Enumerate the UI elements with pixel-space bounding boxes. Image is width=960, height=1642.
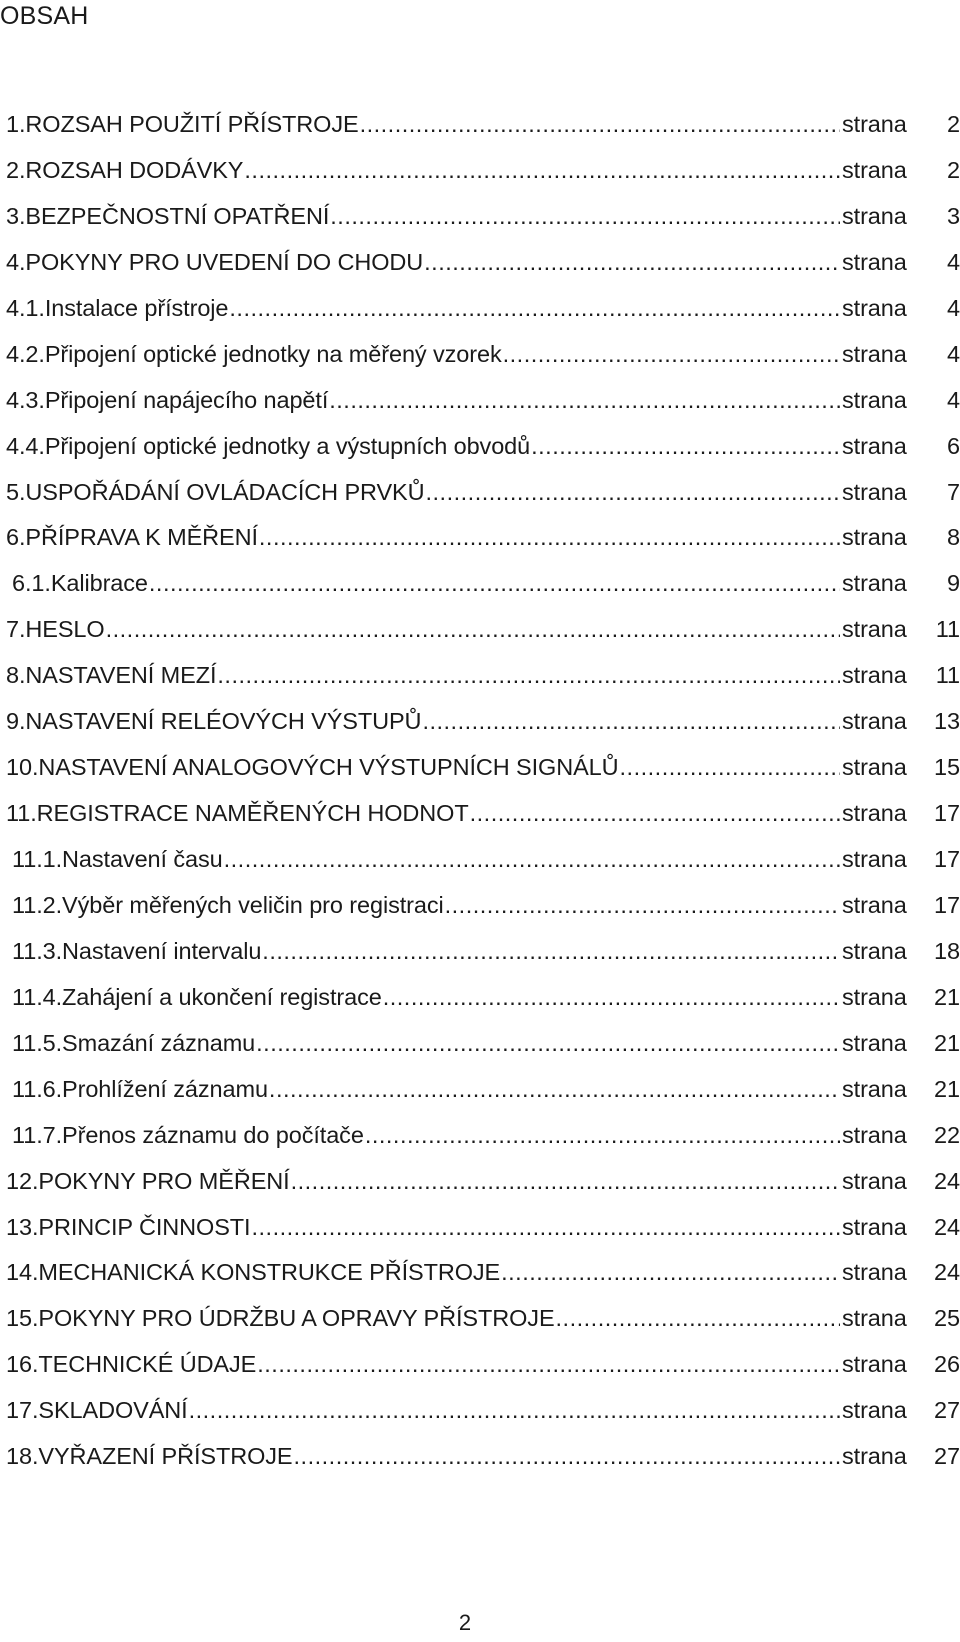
- toc-dot-leader: [106, 616, 840, 643]
- toc-entry-number: 4.: [6, 248, 26, 275]
- toc-page-number: 21: [934, 983, 960, 1010]
- toc-entry[interactable]: [6, 479, 960, 525]
- toc-entry-number: 15.: [6, 1305, 39, 1332]
- toc-dot-leader: [259, 524, 840, 551]
- toc-entry[interactable]: [6, 157, 960, 203]
- toc-page-label: strana: [842, 754, 907, 781]
- toc-entry[interactable]: [6, 616, 960, 662]
- toc-entry-title: Nastavení intervalu: [62, 937, 262, 964]
- toc-page-number: 11: [935, 616, 960, 643]
- toc-page-number: 24: [934, 1259, 960, 1286]
- toc-entry-number: 6.1.: [12, 570, 51, 597]
- toc-page-number: 13: [934, 708, 960, 735]
- toc-entry-title: BEZPEČNOSTNÍ OPATŘENÍ: [25, 202, 330, 229]
- toc-entry[interactable]: [6, 1122, 960, 1168]
- toc-entry-number: 1.: [6, 111, 26, 137]
- toc-entry[interactable]: [6, 984, 960, 1030]
- toc-page-label: strana: [842, 983, 907, 1010]
- toc-entry[interactable]: [6, 754, 960, 800]
- toc-entry-title: POKYNY PRO UVEDENÍ DO CHODU: [25, 248, 424, 275]
- toc-entry-title: HESLO: [25, 616, 105, 643]
- toc-entry-title: POKYNY PRO ÚDRŽBU A OPRAVY PŘÍSTROJE: [38, 1305, 555, 1332]
- toc-entry-title: Zahájení a ukončení registrace: [62, 983, 382, 1010]
- toc-dot-leader: [256, 1030, 840, 1057]
- toc-page-label: strana: [842, 570, 907, 597]
- toc-entry[interactable]: [6, 295, 960, 341]
- toc-page-number: 7: [947, 478, 960, 505]
- toc-dot-leader: [501, 1259, 840, 1286]
- toc-entry-number: 14.: [6, 1259, 39, 1286]
- toc-page-number: 27: [934, 1397, 960, 1424]
- toc-entry[interactable]: [6, 938, 960, 984]
- toc-entry-title: SKLADOVÁNÍ: [38, 1397, 188, 1424]
- toc-entry-number: 8.: [6, 662, 26, 689]
- toc-page-number: 4: [947, 248, 960, 275]
- toc-entry[interactable]: [6, 662, 960, 708]
- toc-dot-leader: [269, 1076, 840, 1103]
- toc-page-label: strana: [842, 202, 907, 229]
- toc-page-label: strana: [842, 662, 907, 689]
- toc-page-label: strana: [842, 340, 907, 367]
- toc-entry-title: ROZSAH DODÁVKY: [25, 156, 244, 183]
- toc-entry-title: POKYNY PRO MĚŘENÍ: [38, 1167, 290, 1194]
- toc-entry-number: 11.1.: [12, 846, 63, 872]
- toc-page-label: strana: [842, 524, 907, 551]
- toc-dot-leader: [189, 1397, 840, 1424]
- page-number: 2: [458, 1610, 472, 1635]
- toc-dot-leader: [424, 249, 840, 276]
- toc-entry[interactable]: [6, 892, 960, 938]
- toc-entry-number: 11.4.: [12, 983, 63, 1010]
- toc-dot-leader: [291, 1168, 840, 1195]
- toc-page-number: 4: [947, 340, 960, 367]
- toc-entry-number: 4.2.: [6, 340, 45, 367]
- toc-entry-number: 6.: [6, 524, 26, 551]
- toc-page-number: 22: [934, 1121, 960, 1148]
- toc-dot-leader: [262, 938, 840, 965]
- toc-page-label: strana: [842, 111, 907, 137]
- toc-dot-leader: [360, 111, 840, 138]
- toc-page-number: 18: [934, 937, 960, 964]
- toc-page-number: 25: [934, 1305, 960, 1332]
- toc-entry-number: 4.3.: [6, 386, 45, 413]
- toc-entry-title: VYŘAZENÍ PŘÍSTROJE: [38, 1443, 293, 1470]
- toc-dot-leader: [244, 157, 840, 184]
- toc-entry-title: PŘÍPRAVA K MĚŘENÍ: [25, 524, 258, 551]
- toc-dot-leader: [425, 479, 840, 506]
- toc-entry[interactable]: [6, 1305, 960, 1351]
- toc-dot-leader: [149, 570, 840, 597]
- toc-page-number: 21: [934, 1029, 960, 1056]
- toc-page-number: 9: [947, 570, 960, 597]
- toc-dot-leader: [422, 708, 840, 735]
- toc-entry[interactable]: [6, 1214, 960, 1260]
- toc-entry-title: Prohlížení záznamu: [62, 1075, 268, 1102]
- toc-entry-number: 17.: [6, 1397, 39, 1424]
- toc-entry-title: NASTAVENÍ MEZÍ: [25, 662, 217, 689]
- toc-dot-leader: [503, 341, 840, 368]
- toc-page-number: 6: [947, 432, 960, 459]
- toc-page-number: 17: [934, 891, 960, 918]
- toc-page-label: strana: [842, 1167, 907, 1194]
- toc-page-number: 4: [947, 386, 960, 413]
- toc-page-number: 26: [934, 1351, 960, 1378]
- toc-entry-title: ROZSAH POUŽITÍ PŘÍSTROJE: [25, 111, 359, 137]
- toc-entry[interactable]: [6, 1030, 960, 1076]
- toc-page-label: strana: [842, 478, 907, 505]
- toc-page-label: strana: [842, 1259, 907, 1286]
- toc-entry-title: Připojení napájecího napětí: [44, 386, 329, 413]
- toc-page-label: strana: [842, 1305, 907, 1332]
- toc-page-label: strana: [842, 1351, 907, 1378]
- toc-entry-number: 13.: [6, 1213, 39, 1240]
- toc-entry-title: REGISTRACE NAMĚŘENÝCH HODNOT: [36, 800, 469, 827]
- toc-entry-number: 11.5.: [12, 1029, 63, 1056]
- toc-entry-title: MECHANICKÁ KONSTRUKCE PŘÍSTROJE: [38, 1259, 501, 1286]
- toc-entry-title: NASTAVENÍ RELÉOVÝCH VÝSTUPŮ: [25, 708, 422, 735]
- toc-entry[interactable]: [6, 1168, 960, 1214]
- toc-page-number: 27: [934, 1443, 960, 1470]
- toc-page-label: strana: [842, 432, 907, 459]
- toc-page-number: 8: [947, 524, 960, 551]
- toc-entry[interactable]: [6, 387, 960, 433]
- toc-page-number: 24: [934, 1167, 960, 1194]
- toc-page-number: 3: [947, 202, 960, 229]
- toc-dot-leader: [556, 1305, 840, 1332]
- toc-entry[interactable]: [6, 524, 960, 570]
- toc-entry-title: Nastavení času: [62, 846, 223, 872]
- toc-entry-number: 11.: [6, 800, 37, 827]
- toc-entry-title: USPOŘÁDÁNÍ OVLÁDACÍCH PRVKŮ: [25, 478, 425, 505]
- page-title: OBSAH: [0, 2, 89, 30]
- toc-entry-title: PRINCIP ČINNOSTI: [38, 1213, 251, 1240]
- toc-entry-number: 16.: [6, 1351, 39, 1378]
- toc-page-number: 2: [947, 111, 960, 137]
- toc-dot-leader: [383, 984, 840, 1011]
- toc-entry-number: 18.: [6, 1443, 39, 1470]
- toc-page-number: 11: [935, 662, 960, 689]
- toc-entry[interactable]: [6, 846, 960, 892]
- toc-entry-number: 5.: [6, 478, 26, 505]
- toc-entry-number: 7.: [6, 616, 26, 643]
- toc-page-label: strana: [842, 891, 907, 918]
- toc-entry[interactable]: [6, 708, 960, 754]
- toc-entry-title: NASTAVENÍ ANALOGOVÝCH VÝSTUPNÍCH SIGNÁLŮ: [38, 754, 619, 781]
- toc-page-label: strana: [842, 616, 907, 643]
- toc-dot-leader: [445, 892, 840, 919]
- toc-entry-title: Připojení optické jednotky na měřený vzorek: [44, 340, 502, 367]
- toc-dot-leader: [365, 1122, 840, 1149]
- toc-entry[interactable]: [6, 1259, 960, 1305]
- toc-page-label: strana: [842, 708, 907, 735]
- toc-dot-leader: [229, 295, 840, 322]
- toc-entry[interactable]: [6, 800, 960, 846]
- toc-entry-title: Přenos záznamu do počítače: [62, 1121, 364, 1148]
- toc-entry-number: 11.7.: [12, 1121, 63, 1148]
- toc-dot-leader: [329, 387, 840, 414]
- toc-page-label: strana: [842, 937, 907, 964]
- toc-entry[interactable]: [6, 341, 960, 387]
- toc-entry-number: 11.6.: [12, 1075, 63, 1102]
- toc-entry-number: 4.1.: [6, 294, 45, 321]
- toc-dot-leader: [257, 1351, 840, 1378]
- toc-entry-title: Výběr měřených veličin pro registraci: [62, 891, 444, 918]
- toc-entry[interactable]: [6, 249, 960, 295]
- toc-dot-leader: [620, 754, 840, 781]
- toc-entry[interactable]: [6, 1076, 960, 1122]
- toc-dot-leader: [294, 1443, 840, 1470]
- toc-entry-title: Instalace přístroje: [44, 294, 229, 321]
- toc-page-label: strana: [842, 1213, 907, 1240]
- table-of-contents: [6, 111, 960, 1489]
- toc-page-label: strana: [842, 1075, 907, 1102]
- toc-dot-leader: [470, 800, 840, 827]
- toc-entry[interactable]: [6, 111, 960, 157]
- toc-entry-title: Připojení optické jednotky a výstupních obvodů: [44, 432, 531, 459]
- toc-page-label: strana: [842, 294, 907, 321]
- toc-entry[interactable]: [6, 203, 960, 249]
- toc-entry-number: 9.: [6, 708, 26, 735]
- toc-entry[interactable]: [6, 570, 960, 616]
- toc-entry-number: 12.: [6, 1167, 39, 1194]
- toc-page-label: strana: [842, 846, 907, 872]
- toc-dot-leader: [224, 846, 840, 873]
- toc-entry-number: 4.4.: [6, 432, 45, 459]
- toc-entry-number: 11.3.: [12, 937, 63, 964]
- toc-page-label: strana: [842, 800, 907, 827]
- toc-entry-number: 3.: [6, 202, 26, 229]
- toc-entry[interactable]: [6, 1397, 960, 1443]
- toc-page-number: 17: [934, 800, 960, 827]
- toc-page-number: 21: [934, 1075, 960, 1102]
- toc-page-label: strana: [842, 386, 907, 413]
- toc-page-label: strana: [842, 1121, 907, 1148]
- toc-entry-title: Kalibrace: [50, 570, 148, 597]
- toc-page-number: 4: [947, 294, 960, 321]
- toc-page-number: 17: [934, 846, 960, 872]
- toc-entry-number: 11.2.: [12, 891, 63, 918]
- toc-entry[interactable]: [6, 1351, 960, 1397]
- toc-entry[interactable]: [6, 433, 960, 479]
- toc-dot-leader: [251, 1214, 840, 1241]
- toc-page-label: strana: [842, 1443, 907, 1470]
- toc-dot-leader: [531, 433, 840, 460]
- toc-page-number: 24: [934, 1213, 960, 1240]
- toc-entry-title: Smazání záznamu: [62, 1029, 256, 1056]
- toc-page-number: 15: [934, 754, 960, 781]
- toc-entry-number: 10.: [6, 754, 39, 781]
- toc-page-label: strana: [842, 156, 907, 183]
- toc-page-label: strana: [842, 1397, 907, 1424]
- toc-page-number: 2: [947, 156, 960, 183]
- toc-entry-title: TECHNICKÉ ÚDAJE: [38, 1351, 257, 1378]
- toc-entry-number: 2.: [6, 156, 26, 183]
- toc-entry[interactable]: [6, 1443, 960, 1489]
- toc-page-label: strana: [842, 1029, 907, 1056]
- toc-page-label: strana: [842, 248, 907, 275]
- toc-dot-leader: [217, 662, 840, 689]
- toc-dot-leader: [330, 203, 840, 230]
